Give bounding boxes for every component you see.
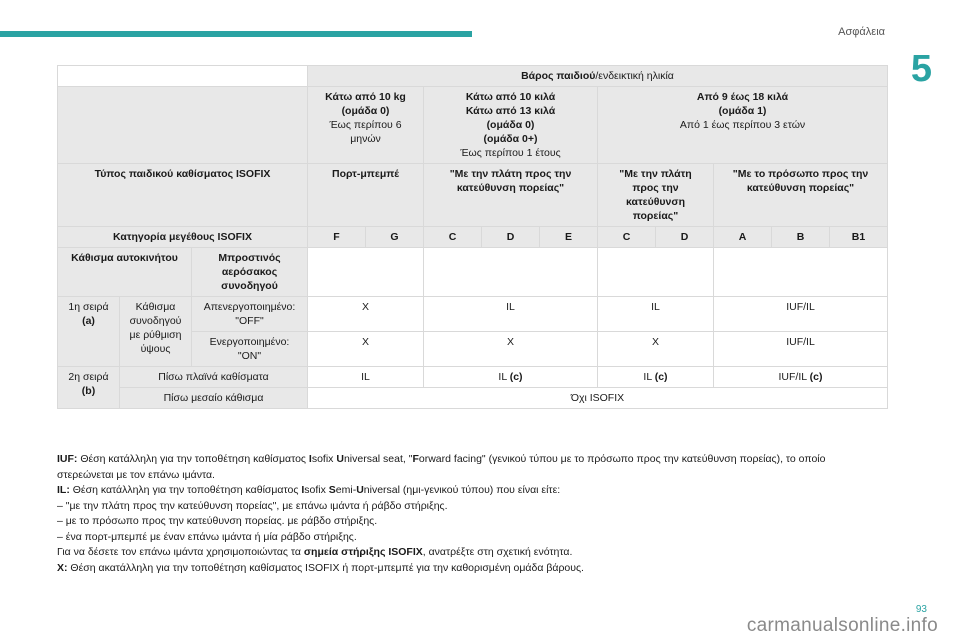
- seat-type-rear-facing-2: "Με την πλάτη προς την κατεύθυνση πορείας": [598, 164, 714, 227]
- row1-off: [58, 297, 888, 332]
- weight-header: Βάρος παιδιού/ενδεικτική ηλικία: [308, 66, 888, 87]
- cell-value: IL: [308, 367, 424, 388]
- size-class: D: [482, 227, 540, 248]
- cell-value: X: [598, 332, 714, 367]
- size-class: G: [366, 227, 424, 248]
- vehicle-seat-label: Κάθισμα αυτοκινήτου: [58, 248, 192, 297]
- airbag-on: Ενεργοποιημένο: "ON": [192, 332, 308, 367]
- rear-middle-label: Πίσω μεσαίο κάθισμα: [120, 388, 308, 409]
- row1-label: 1η σειρά (a): [58, 297, 120, 367]
- note-il: IL: Θέση κατάλληλη για την τοποθέτηση καθίσματος Isofix Semi-Universal (ημι-γενικού τύπου) που είναι είτε:: [57, 484, 561, 496]
- note-iuf: IUF: Θέση κατάλληλη για την τοποθέτηση καθίσματος Isofix Universal seat, "Forward facing" (γενικού τύπου με το πρόσωπο προς την κατεύθυνση πορείας), το οποίο: [57, 453, 826, 465]
- cell-value: IL (c): [598, 367, 714, 388]
- airbag-label: Μπροστινός αερόσακος συνοδηγού: [192, 248, 308, 297]
- note-dash: – "με την πλάτη προς την κατεύθυνση πορείας", με επάνω ιμάντα ή ράβδο στήριξης.: [57, 499, 448, 512]
- cell-value: X: [308, 297, 424, 332]
- rear-side-label: Πίσω πλαϊνά καθίσματα: [120, 367, 308, 388]
- size-class-label: Κατηγορία μεγέθους ISOFIX: [58, 227, 308, 248]
- watermark: carmanualsonline.info: [746, 615, 938, 636]
- size-class-row: [58, 227, 888, 248]
- weight-header-row: [58, 66, 888, 87]
- airbag-off: Απενεργοποιημένο: "OFF": [192, 297, 308, 332]
- cell-value: IUF/IL (c): [714, 367, 888, 388]
- seat-type-rear-facing: "Με την πλάτη προς την κατεύθυνση πορείας": [424, 164, 598, 227]
- size-class: C: [598, 227, 656, 248]
- size-class: E: [540, 227, 598, 248]
- seat-type-carrycot: Πορτ-μπεμπέ: [308, 164, 424, 227]
- section-title: Ασφάλεια: [838, 26, 885, 38]
- size-class: B: [772, 227, 830, 248]
- row2-middle: [58, 388, 888, 409]
- cell-value: IL (c): [424, 367, 598, 388]
- size-class: C: [424, 227, 482, 248]
- cell-value: X: [424, 332, 598, 367]
- group-0plus: Κάτω από 10 κιλά Κάτω από 13 κιλά (ομάδα 0) (ομάδα 0+) Έως περίπου 1 έτους: [424, 87, 598, 164]
- page-number: 93: [915, 604, 927, 615]
- seat-type-label: Τύπος παιδικού καθίσματος ISOFIX: [58, 164, 308, 227]
- cell-value: X: [308, 332, 424, 367]
- cell-value: IUF/IL: [714, 332, 888, 367]
- row2-label: 2η σειρά (b): [58, 367, 120, 409]
- note-iuf-cont: στερεώνεται με τον επάνω ιμάντα.: [57, 468, 215, 481]
- group-1: Από 9 έως 18 κιλά (ομάδα 1) Από 1 έως περίπου 3 ετών: [598, 87, 888, 164]
- weight-groups-row: [58, 87, 888, 164]
- cell-value: IUF/IL: [714, 297, 888, 332]
- cell-value: IL: [598, 297, 714, 332]
- seat-type-row: [58, 164, 888, 227]
- row2-side: [58, 367, 888, 388]
- group-0: Κάτω από 10 kg (ομάδα 0) Έως περίπου 6 μηνών: [308, 87, 424, 164]
- seat-type-forward-facing: "Με το πρόσωπο προς την κατεύθυνση πορείας": [714, 164, 888, 227]
- isofix-table: [57, 65, 888, 409]
- note-x: X: Θέση ακατάλληλη για την τοποθέτηση καθίσματος ISOFIX ή πορτ-μπεμπέ για την καθορισμένη ομάδα βάρους.: [57, 561, 584, 574]
- note-anchor: Για να δέσετε τον επάνω ιμάντα χρησιμοποιώντας τα σημεία στήριξης ISOFIX, ανατρέξτε στη σχετική ενότητα.: [57, 546, 573, 558]
- size-class: A: [714, 227, 772, 248]
- size-class: B1: [830, 227, 888, 248]
- rear-middle-value: Όχι ISOFIX: [308, 388, 888, 409]
- cell-value: IL: [424, 297, 598, 332]
- legend-notes: [57, 452, 897, 576]
- header-accent-bar: [0, 31, 472, 37]
- note-dash: – ένα πορτ-μπεμπέ με έναν επάνω ιμάντα ή μία ράβδο στήριξης.: [57, 530, 357, 543]
- size-class: D: [656, 227, 714, 248]
- passenger-seat-label: Κάθισμα συνοδηγού με ρύθμιση ύψους: [120, 297, 192, 367]
- note-dash: – με το πρόσωπο προς την κατεύθυνση πορείας. με ράβδο στήριξης.: [57, 515, 378, 527]
- chapter-number: 5: [910, 48, 932, 90]
- vehicle-seat-header-row: [58, 248, 888, 297]
- size-class: F: [308, 227, 366, 248]
